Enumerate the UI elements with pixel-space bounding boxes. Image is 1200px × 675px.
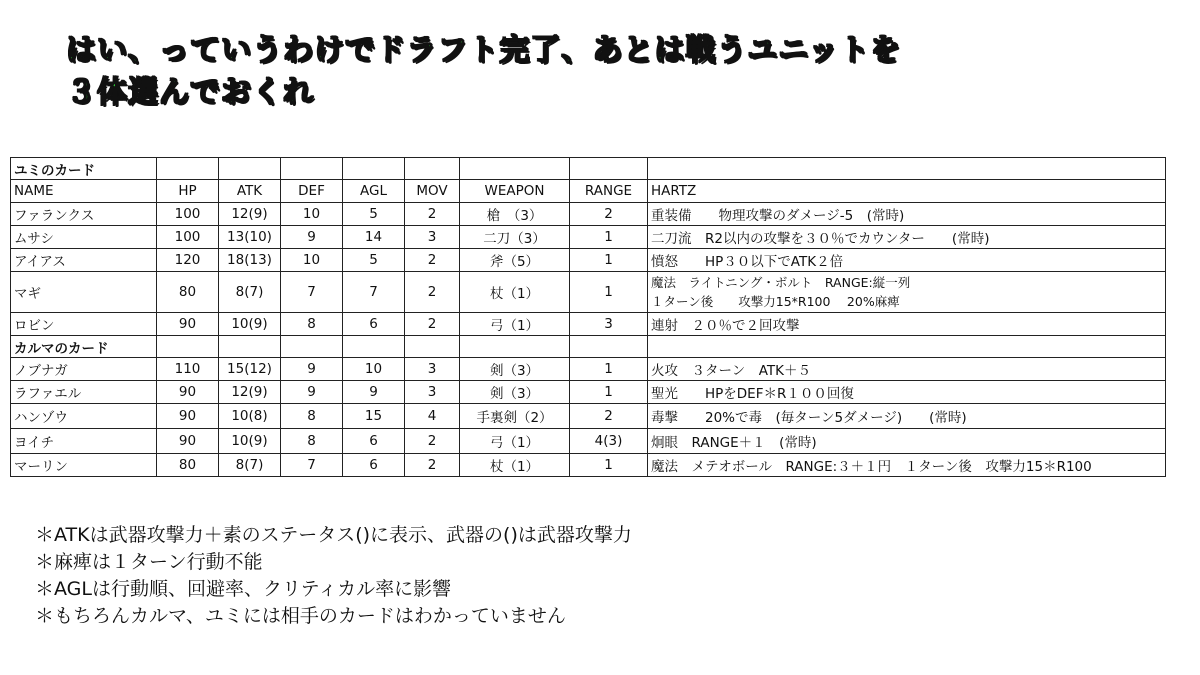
unit-agl: 10	[343, 358, 405, 381]
unit-mov: 2	[405, 313, 460, 336]
unit-weapon: 剣（3）	[460, 358, 570, 381]
header-hartz: HARTZ	[648, 180, 1166, 203]
unit-def: 9	[281, 226, 343, 249]
unit-hartz-line-2: １ターン後 攻撃力15*R100 20%麻痺	[651, 294, 900, 309]
unit-name: マギ	[11, 272, 157, 313]
unit-atk: 10(9)	[219, 429, 281, 454]
unit-def: 10	[281, 203, 343, 226]
header-atk: ATK	[219, 180, 281, 203]
unit-range: 1	[570, 249, 648, 272]
unit-range: 2	[570, 404, 648, 429]
unit-agl: 5	[343, 249, 405, 272]
unit-def: 8	[281, 429, 343, 454]
note-paralysis: ＊麻痺は１ターン行動不能	[35, 551, 263, 573]
table-row	[11, 313, 1166, 336]
unit-weapon: 弓（1）	[460, 313, 570, 336]
karuma-section-title: カルマのカード	[11, 336, 157, 358]
unit-mov: 2	[405, 429, 460, 454]
unit-atk: 12(9)	[219, 203, 281, 226]
unit-range: 1	[570, 226, 648, 249]
unit-weapon: 杖（1）	[460, 272, 570, 313]
table-row	[11, 272, 1166, 313]
unit-name: ノブナガ	[11, 358, 157, 381]
note-agl: ＊AGLは行動順、回避率、クリティカル率に影響	[35, 578, 452, 600]
unit-weapon: 槍 （3）	[460, 203, 570, 226]
unit-name: マーリン	[11, 454, 157, 477]
unit-hartz: 連射 ２０％で２回攻撃	[648, 313, 1166, 336]
unit-hartz-line-1: 魔法 ライトニング・ボルト RANGE:縦一列	[651, 275, 911, 290]
unit-weapon: 手裏剣（2）	[460, 404, 570, 429]
table-row	[11, 249, 1166, 272]
unit-hp: 110	[157, 358, 219, 381]
unit-atk: 12(9)	[219, 381, 281, 404]
unit-hp: 90	[157, 381, 219, 404]
note-hidden-cards: ＊もちろんカルマ、ユミには相手のカードはわかっていません	[35, 605, 566, 627]
unit-weapon: 杖（1）	[460, 454, 570, 477]
unit-hartz: 火攻 ３ターン ATK＋５	[648, 358, 1166, 381]
unit-atk: 13(10)	[219, 226, 281, 249]
unit-range: 2	[570, 203, 648, 226]
unit-def: 9	[281, 381, 343, 404]
card-table	[10, 157, 1166, 477]
header-hp: HP	[157, 180, 219, 203]
unit-hp: 120	[157, 249, 219, 272]
unit-agl: 6	[343, 429, 405, 454]
unit-hp: 80	[157, 454, 219, 477]
header-weapon: WEAPON	[460, 180, 570, 203]
unit-atk: 10(8)	[219, 404, 281, 429]
notes	[35, 522, 632, 630]
unit-mov: 3	[405, 381, 460, 404]
table-row	[11, 381, 1166, 404]
unit-name: アイアス	[11, 249, 157, 272]
unit-hartz: 魔法 メテオボール RANGE:３＋１円 １ターン後 攻撃力15＊R100	[648, 454, 1166, 477]
headline-line-2: ３体選んでおくれ	[66, 75, 314, 110]
unit-mov: 3	[405, 226, 460, 249]
unit-mov: 2	[405, 272, 460, 313]
note-atk: ＊ATKは武器攻撃力＋素のステータス()に表示、武器の()は武器攻撃力	[35, 524, 632, 546]
unit-hp: 80	[157, 272, 219, 313]
unit-range: 1	[570, 381, 648, 404]
card-table-wrapper	[10, 157, 1165, 477]
unit-hartz: 聖光 HPをDEF＊R１００回復	[648, 381, 1166, 404]
unit-name: ラファエル	[11, 381, 157, 404]
yumi-section-title: ユミのカード	[11, 158, 157, 180]
table-row	[11, 454, 1166, 477]
unit-name: ファランクス	[11, 203, 157, 226]
unit-mov: 3	[405, 358, 460, 381]
unit-hartz: 重装備 物理攻撃のダメージ-5 (常時)	[648, 203, 1166, 226]
unit-range: 1	[570, 358, 648, 381]
header-name: NAME	[11, 180, 157, 203]
unit-weapon: 弓（1）	[460, 429, 570, 454]
unit-range: 4(3)	[570, 429, 648, 454]
unit-hartz: 憤怒 HP３０以下でATK２倍	[648, 249, 1166, 272]
unit-name: ヨイチ	[11, 429, 157, 454]
headline-line-1: はい、っていうわけでドラフト完了、あとは戦うユニットを	[66, 33, 902, 68]
yumi-section-row	[11, 158, 1166, 180]
table-row	[11, 226, 1166, 249]
unit-agl: 6	[343, 454, 405, 477]
unit-agl: 14	[343, 226, 405, 249]
table-row	[11, 358, 1166, 381]
unit-name: ロビン	[11, 313, 157, 336]
unit-def: 8	[281, 404, 343, 429]
unit-range: 1	[570, 272, 648, 313]
header-range: RANGE	[570, 180, 648, 203]
unit-hartz: 炯眼 RANGE＋１ (常時)	[648, 429, 1166, 454]
unit-def: 8	[281, 313, 343, 336]
unit-weapon: 二刀（3）	[460, 226, 570, 249]
unit-hartz	[648, 272, 1166, 313]
table-row	[11, 404, 1166, 429]
unit-mov: 2	[405, 454, 460, 477]
unit-agl: 5	[343, 203, 405, 226]
unit-name: ムサシ	[11, 226, 157, 249]
unit-atk: 18(13)	[219, 249, 281, 272]
unit-atk: 8(7)	[219, 272, 281, 313]
unit-mov: 4	[405, 404, 460, 429]
unit-mov: 2	[405, 203, 460, 226]
unit-hp: 90	[157, 313, 219, 336]
header-row	[11, 180, 1166, 203]
unit-agl: 9	[343, 381, 405, 404]
unit-hp: 90	[157, 429, 219, 454]
unit-def: 7	[281, 454, 343, 477]
unit-hp: 100	[157, 203, 219, 226]
header-agl: AGL	[343, 180, 405, 203]
unit-hp: 100	[157, 226, 219, 249]
unit-hp: 90	[157, 404, 219, 429]
unit-agl: 7	[343, 272, 405, 313]
unit-name: ハンゾウ	[11, 404, 157, 429]
header-def: DEF	[281, 180, 343, 203]
unit-weapon: 剣（3）	[460, 381, 570, 404]
table-row	[11, 203, 1166, 226]
unit-def: 10	[281, 249, 343, 272]
unit-atk: 15(12)	[219, 358, 281, 381]
unit-def: 7	[281, 272, 343, 313]
unit-hartz: 二刀流 R2以内の攻撃を３０％でカウンター (常時)	[648, 226, 1166, 249]
unit-agl: 15	[343, 404, 405, 429]
unit-hartz: 毒撃 20%で毒 (毎ターン5ダメージ) (常時)	[648, 404, 1166, 429]
unit-agl: 6	[343, 313, 405, 336]
unit-atk: 10(9)	[219, 313, 281, 336]
table-row	[11, 429, 1166, 454]
unit-weapon: 斧（5）	[460, 249, 570, 272]
unit-range: 1	[570, 454, 648, 477]
unit-range: 3	[570, 313, 648, 336]
unit-atk: 8(7)	[219, 454, 281, 477]
unit-def: 9	[281, 358, 343, 381]
header-mov: MOV	[405, 180, 460, 203]
karuma-section-row	[11, 336, 1166, 358]
headline	[66, 30, 1166, 114]
unit-mov: 2	[405, 249, 460, 272]
